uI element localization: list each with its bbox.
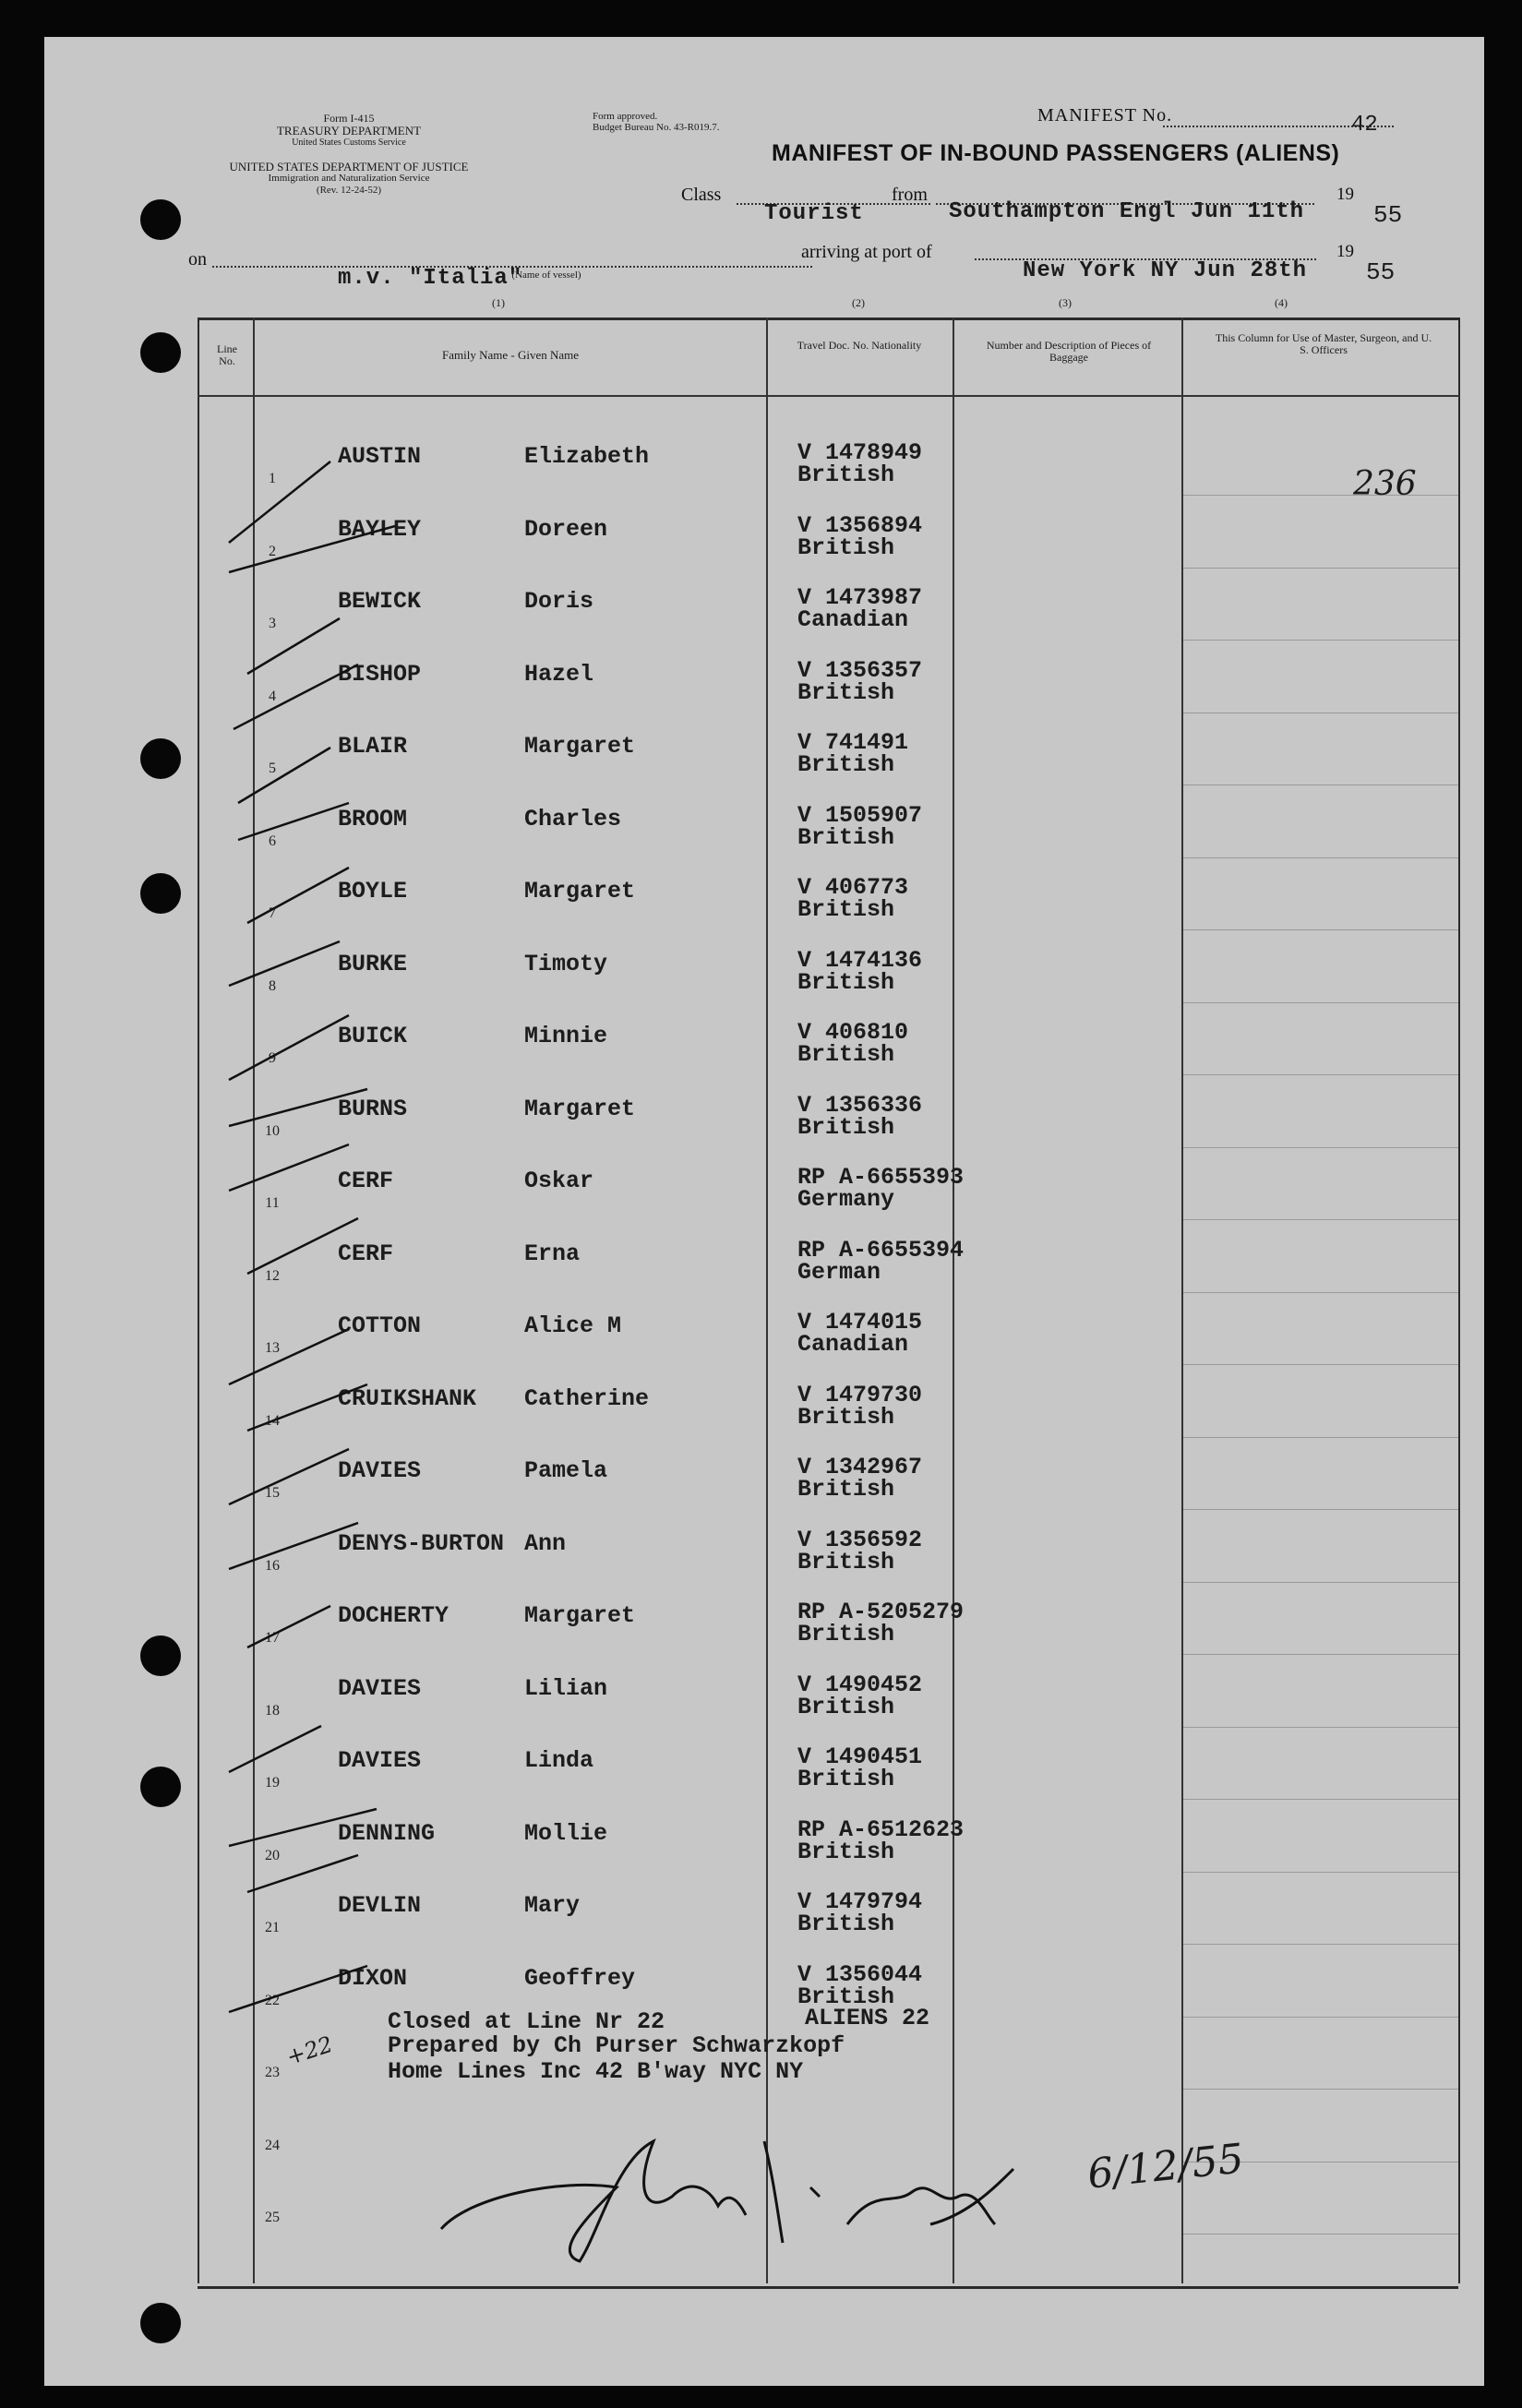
family-name: BLAIR (338, 733, 408, 760)
row-guide (1183, 495, 1458, 496)
line-number: 19 (265, 1775, 280, 1791)
nationality: British (797, 1041, 895, 1068)
family-name: DOCHERTY (338, 1602, 449, 1629)
family-name: DAVIES (338, 1747, 422, 1774)
dept-block (178, 161, 520, 197)
row-guide (1183, 1147, 1458, 1148)
given-name: Mary (524, 1892, 581, 1919)
line-number: 6 (269, 833, 276, 849)
nationality: British (797, 1548, 895, 1575)
line-number: 13 (265, 1340, 280, 1356)
col-header-name: Family Name - Given Name (441, 348, 579, 362)
rev-label: (Rev. 12-24-52) (316, 185, 382, 196)
col-divider (198, 317, 199, 2283)
given-name: Erna (524, 1240, 581, 1267)
nationality: British (797, 896, 895, 923)
line-number: 24 (265, 2137, 280, 2153)
given-name: Oskar (524, 1168, 594, 1194)
binder-hole (140, 1767, 181, 1807)
given-name: Elizabeth (524, 443, 650, 470)
travel-doc: V 1356044 (797, 1960, 923, 1988)
row-guide (1183, 1074, 1458, 1075)
closing-line: Closed at Line Nr 22 (388, 2008, 665, 2035)
doj-label: UNITED STATES DEPARTMENT OF JUSTICE (229, 160, 469, 174)
nationality: British (797, 1476, 895, 1503)
nationality: Canadian (797, 606, 909, 633)
line-number: 17 (265, 1630, 280, 1646)
family-name: BURNS (338, 1095, 408, 1122)
nationality: British (797, 1693, 895, 1720)
binder-hole (140, 1635, 181, 1676)
given-name: Hazel (524, 660, 594, 688)
signature-date: 6/12/55 (1085, 2135, 1246, 2198)
arriving-label: arriving at port of (801, 242, 932, 262)
col-header-doc: Travel Doc. No. Nationality (797, 339, 922, 352)
aliens-count: ALIENS 22 (805, 2005, 930, 2031)
family-name: CERF (338, 1168, 394, 1194)
col-divider (1458, 317, 1460, 2283)
family-name: DAVIES (338, 1457, 422, 1484)
travel-doc: V 1356336 (797, 1091, 923, 1119)
prepared-by: Prepared by Ch Purser Schwarzkopf (388, 2032, 845, 2059)
nationality: British (797, 1403, 895, 1431)
pencil-note: +22 (282, 2031, 336, 2071)
travel-doc: V 1342967 (797, 1454, 923, 1480)
row-guide (1183, 1364, 1458, 1365)
row-guide (1183, 2017, 1458, 2018)
row-guide (1183, 1799, 1458, 1800)
class-value: Tourist (764, 201, 864, 226)
row-guide (1183, 2089, 1458, 2090)
nationality: British (797, 1838, 895, 1865)
travel-doc: V 1356357 (797, 656, 923, 684)
row-guide (1183, 1292, 1458, 1293)
binder-hole (140, 199, 181, 240)
row-guide (1183, 1582, 1458, 1583)
nationality: British (797, 1621, 895, 1647)
row-guide (1183, 640, 1458, 641)
family-name: DIXON (338, 1964, 408, 1992)
travel-doc: V 1479730 (797, 1381, 923, 1408)
travel-doc: V 1490451 (797, 1743, 923, 1770)
line-number: 7 (269, 905, 276, 921)
col-header-officers: This Column for Use of Master, Surgeon, and U. S. Officers (1215, 331, 1432, 356)
line-number: 10 (265, 1122, 280, 1139)
family-name: BURKE (338, 950, 408, 977)
row-guide (1183, 1219, 1458, 1220)
family-name: BROOM (338, 805, 408, 833)
form-approved: Form approved. (593, 111, 658, 122)
row-guide (1183, 1509, 1458, 1510)
form-block (257, 113, 441, 149)
arriving-year-value: 55 (1366, 258, 1396, 286)
given-name: Margaret (524, 1095, 636, 1122)
line-number: 5 (269, 761, 276, 776)
col-divider (953, 317, 954, 2283)
line-number: 4 (269, 688, 276, 704)
form-approved-block (593, 111, 796, 133)
nationality: British (797, 1911, 895, 1937)
given-name: Charles (524, 805, 622, 833)
binder-hole (140, 873, 181, 914)
page-number: 236 (1353, 465, 1417, 503)
given-name: Timoty (524, 950, 608, 977)
binder-hole (140, 332, 181, 373)
travel-doc: V 1474136 (797, 946, 923, 974)
vessel-value: m.v. "Italia" (338, 266, 523, 291)
travel-doc: RP A-5205279 (797, 1599, 965, 1625)
given-name: Linda (524, 1747, 594, 1774)
nationality: British (797, 751, 895, 778)
travel-doc: V 1356592 (797, 1526, 923, 1553)
row-guide (1183, 568, 1458, 569)
given-name: Ann (524, 1529, 567, 1557)
from-label: from (892, 185, 928, 205)
nationality: Canadian (797, 1331, 909, 1358)
class-label: Class (681, 185, 722, 205)
from-year-value: 55 (1373, 201, 1403, 229)
col-divider (766, 317, 768, 2283)
line-number: 22 (265, 1992, 280, 2008)
travel-doc: V 1479794 (797, 1888, 923, 1915)
nationality: Germany (797, 1186, 895, 1213)
family-name: DENYS-BURTON (338, 1529, 505, 1557)
given-name: Margaret (524, 1602, 636, 1629)
manifest-page (44, 37, 1484, 2386)
nationality: British (797, 1766, 895, 1792)
family-name: BISHOP (338, 660, 422, 688)
row-guide (1183, 929, 1458, 930)
col-header-line: Line No. (217, 342, 237, 367)
given-name: Catherine (524, 1384, 650, 1412)
travel-doc: V 406810 (797, 1019, 909, 1046)
line-number: 25 (265, 2210, 280, 2225)
line-number: 20 (265, 1847, 280, 1863)
manifest-title: MANIFEST OF IN-BOUND PASSENGERS (ALIENS) (772, 140, 1340, 166)
line-number: 23 (265, 2065, 280, 2080)
given-name: Margaret (524, 733, 636, 760)
given-name: Margaret (524, 878, 636, 904)
line-number: 21 (265, 1920, 280, 1935)
travel-doc: V 1473987 (797, 584, 923, 611)
arriving-value: New York NY Jun 28th (1023, 258, 1308, 283)
row-guide (1183, 857, 1458, 858)
family-name: DAVIES (338, 1674, 422, 1702)
manifest-no-label: MANIFEST No. (1037, 105, 1173, 126)
line-number: 14 (265, 1412, 280, 1429)
family-name: BAYLEY (338, 515, 422, 543)
family-name: DENNING (338, 1819, 436, 1847)
col-num: (1) (492, 296, 505, 309)
travel-doc: RP A-6655394 (797, 1236, 965, 1264)
manifest-number: 42 (1351, 113, 1378, 138)
ins-label: Immigration and Naturalization Service (268, 173, 430, 184)
form-id: Form I-415 (323, 112, 375, 125)
arriving-year-prefix: 19 (1336, 242, 1354, 261)
line-number: 9 (269, 1050, 276, 1066)
line-number: 2 (269, 543, 276, 559)
nationality: British (797, 533, 895, 561)
travel-doc: V 1478949 (797, 439, 923, 466)
header-underline (198, 395, 1460, 397)
family-name: BOYLE (338, 878, 408, 904)
given-name: Minnie (524, 1023, 608, 1049)
line-number: 1 (269, 471, 276, 486)
travel-doc: V 1505907 (797, 801, 923, 829)
binder-hole (140, 738, 181, 779)
family-name: BEWICK (338, 588, 422, 615)
travel-doc: V 741491 (797, 729, 909, 756)
line-number: 16 (265, 1557, 280, 1574)
family-name: DEVLIN (338, 1892, 422, 1919)
col-num: (3) (1059, 296, 1072, 309)
family-name: CERF (338, 1240, 394, 1267)
given-name: Pamela (524, 1457, 608, 1484)
line-number: 15 (265, 1485, 280, 1501)
travel-doc: V 1490452 (797, 1671, 923, 1698)
from-value: Southampton Engl Jun 11th (949, 199, 1305, 224)
treasury-dept: TREASURY DEPARTMENT (276, 124, 422, 138)
line-number: 8 (269, 977, 276, 994)
col-header-baggage: Number and Description of Pieces of Baggage (986, 339, 1152, 364)
row-guide (1183, 1437, 1458, 1438)
nationality: British (797, 968, 895, 996)
nationality: British (797, 823, 895, 851)
line-number: 18 (265, 1702, 280, 1719)
family-name: BUICK (338, 1023, 408, 1049)
col-num: (4) (1275, 296, 1288, 309)
given-name: Mollie (524, 1819, 608, 1847)
binder-hole (140, 2303, 181, 2343)
travel-doc: RP A-6655393 (797, 1164, 965, 1191)
check-marks (210, 406, 450, 2049)
given-name: Doreen (524, 515, 608, 543)
row-guide (1183, 1727, 1458, 1728)
row-guide (1183, 1944, 1458, 1945)
col-num: (2) (852, 296, 865, 309)
travel-doc: V 406773 (797, 874, 909, 901)
vessel-caption: (Name of vessel) (511, 270, 581, 281)
col-divider (1181, 317, 1183, 2283)
given-name: Doris (524, 588, 594, 615)
family-name: AUSTIN (338, 443, 422, 470)
row-guide (1183, 1002, 1458, 1003)
customs-service: United States Customs Service (292, 138, 406, 148)
nationality: British (797, 461, 895, 488)
given-name: Geoffrey (524, 1964, 636, 1992)
travel-doc: V 1474015 (797, 1309, 923, 1336)
given-name: Alice M (524, 1312, 622, 1339)
family-name: COTTON (338, 1312, 422, 1339)
travel-doc: V 1356894 (797, 511, 923, 539)
shipping-line: Home Lines Inc 42 B'way NYC NY (388, 2058, 804, 2085)
line-number: 12 (265, 1267, 280, 1284)
from-year-prefix: 19 (1336, 185, 1354, 204)
row-guide (1183, 1654, 1458, 1655)
travel-doc: RP A-6512623 (797, 1815, 965, 1843)
budget-bureau: Budget Bureau No. 43-R019.7. (593, 122, 720, 133)
nationality: British (797, 678, 895, 706)
given-name: Lilian (524, 1674, 608, 1702)
row-guide (1183, 1872, 1458, 1873)
on-label: on (188, 249, 207, 270)
nationality: British (797, 1983, 895, 2010)
nationality: German (797, 1258, 881, 1286)
line-number: 3 (269, 616, 276, 631)
line-number: 11 (265, 1195, 280, 1211)
family-name: CRUIKSHANK (338, 1384, 477, 1412)
nationality: British (797, 1113, 895, 1141)
